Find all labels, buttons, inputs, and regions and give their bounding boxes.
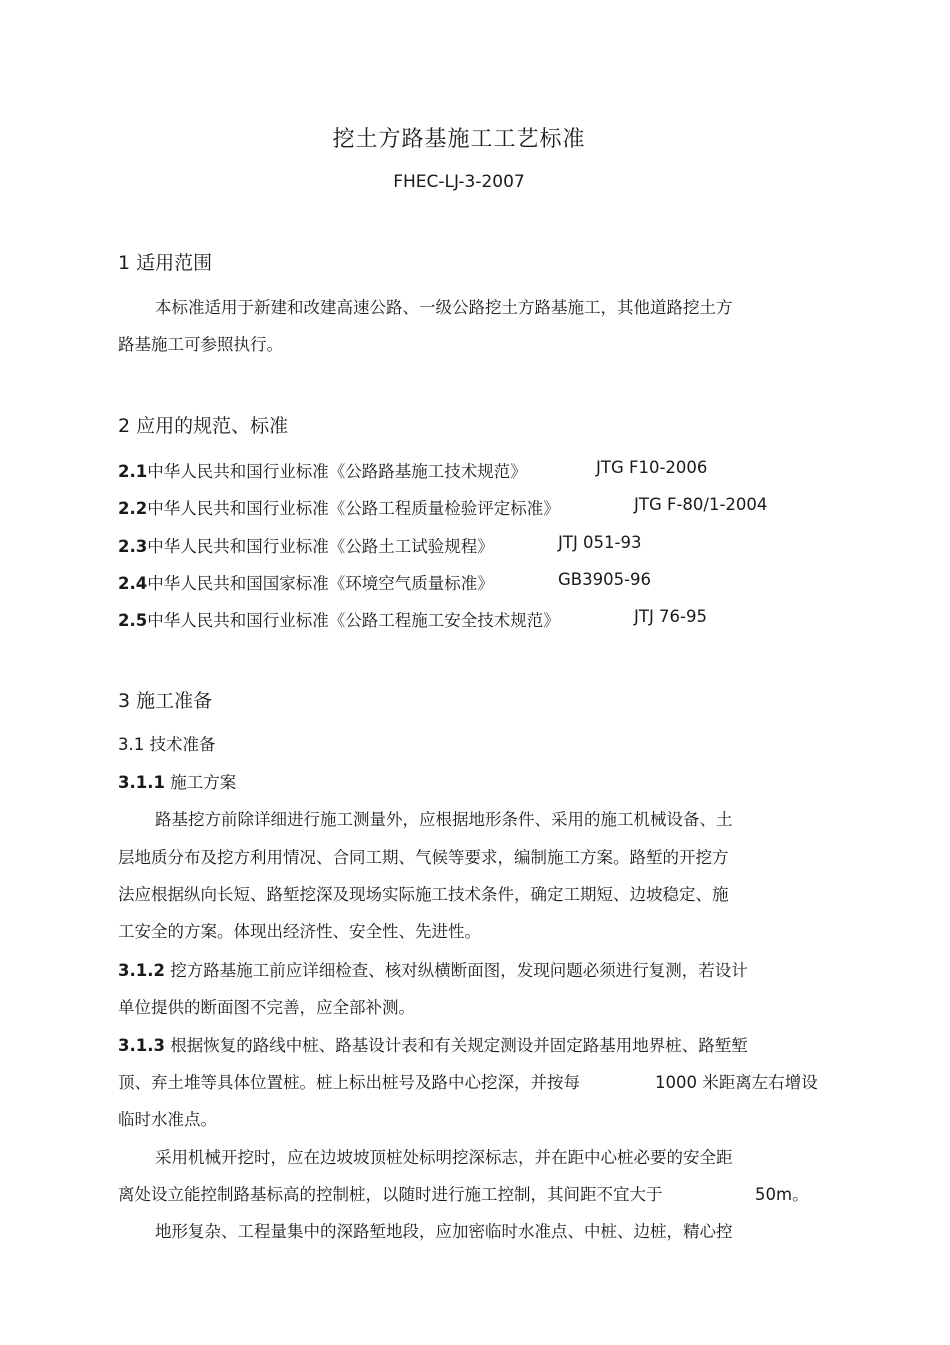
standard-code: JTJ 051-93	[558, 533, 642, 552]
standard-item-2-5	[118, 607, 560, 631]
subsection-3-1-3	[118, 1032, 748, 1056]
paragraph-line: 顶、弃土堆等具体位置桩。桩上标出桩号及路中心挖深，并按每	[118, 1073, 580, 1092]
item-text: 中华人民共和国国家标准《环境空气质量标准》	[147, 574, 494, 593]
section-3-heading: 3 施工准备	[118, 690, 213, 712]
standard-item-2-2	[118, 495, 560, 519]
subsection-title: 施工方案	[170, 773, 237, 792]
paragraph-line: 临时水准点。	[118, 1110, 217, 1129]
subsection-3-1-1	[118, 769, 236, 793]
standard-item-2-1	[118, 458, 527, 482]
document-code: FHEC-LJ-3-2007	[393, 172, 525, 192]
item-number: 2.4	[118, 574, 148, 593]
paragraph-line: 法应根据纵向长短、路堑挖深及现场实际施工技术条件，确定工期短、边坡稳定、施	[118, 885, 729, 904]
paragraph-line: 采用机械开挖时，应在边坡坡顶桩处标明挖深标志，并在距中心桩必要的安全距	[155, 1148, 733, 1167]
subsection-3-1-2	[118, 957, 748, 981]
subsection-3-1: 3.1 技术准备	[118, 735, 216, 754]
item-number: 3.1.1	[118, 773, 165, 792]
standard-item-2-3	[118, 533, 494, 557]
item-number: 2.2	[118, 499, 148, 518]
paragraph-line: 工安全的方案。体现出经济性、安全性、先进性。	[118, 922, 481, 941]
item-text: 中华人民共和国行业标准《公路工程施工安全技术规范》	[147, 611, 560, 630]
item-number: 2.5	[118, 611, 148, 630]
standard-item-2-4	[118, 570, 494, 594]
standard-code: JTJ 76-95	[634, 607, 708, 626]
paragraph-line: 地形复杂、工程量集中的深路堑地段，应加密临时水准点、中桩、边桩，精心控	[155, 1222, 733, 1241]
standard-code: JTG F-80/1-2004	[634, 495, 768, 514]
paragraph-line: 离处设立能控制路基标高的控制桩，以随时进行施工控制，其间距不宜大于	[118, 1185, 663, 1204]
paragraph-line: 本标准适用于新建和改建高速公路、一级公路挖土方路基施工，其他道路挖土方	[155, 298, 733, 317]
item-text: 中华人民共和国行业标准《公路土工试验规程》	[147, 537, 494, 556]
item-number: 2.3	[118, 537, 148, 556]
item-text: 中华人民共和国行业标准《公路工程质量检验评定标准》	[147, 499, 560, 518]
document-title: 挖土方路基施工工艺标准	[332, 127, 586, 152]
standard-code: JTG F10-2006	[596, 458, 708, 477]
paragraph-line: 单位提供的断面图不完善，应全部补测。	[118, 998, 415, 1017]
paragraph-text: 根据恢复的路线中桩、路基设计表和有关规定测设并固定路基用地界桩、路堑堑	[170, 1036, 748, 1055]
item-number: 3.1.2	[118, 961, 165, 980]
item-number: 2.1	[118, 462, 148, 481]
item-number: 3.1.3	[118, 1036, 165, 1055]
section-1-heading: 1 适用范围	[118, 252, 213, 274]
paragraph-line-tail: 1000 米距离左右增设	[655, 1073, 818, 1092]
standard-code: GB3905-96	[558, 570, 652, 589]
paragraph-text: 挖方路基施工前应详细检查、核对纵横断面图，发现问题必须进行复测，若设计	[170, 961, 748, 980]
paragraph-line: 路基挖方前除详细进行施工测量外，应根据地形条件、采用的施工机械设备、土	[155, 810, 733, 829]
item-text: 中华人民共和国行业标准《公路路基施工技术规范》	[147, 462, 527, 481]
section-2-heading: 2 应用的规范、标准	[118, 415, 289, 437]
paragraph-line: 路基施工可参照执行。	[118, 335, 283, 354]
paragraph-line: 层地质分布及挖方利用情况、合同工期、气候等要求，编制施工方案。路堑的开挖方	[118, 848, 729, 867]
paragraph-line-tail: 50m。	[755, 1185, 809, 1204]
